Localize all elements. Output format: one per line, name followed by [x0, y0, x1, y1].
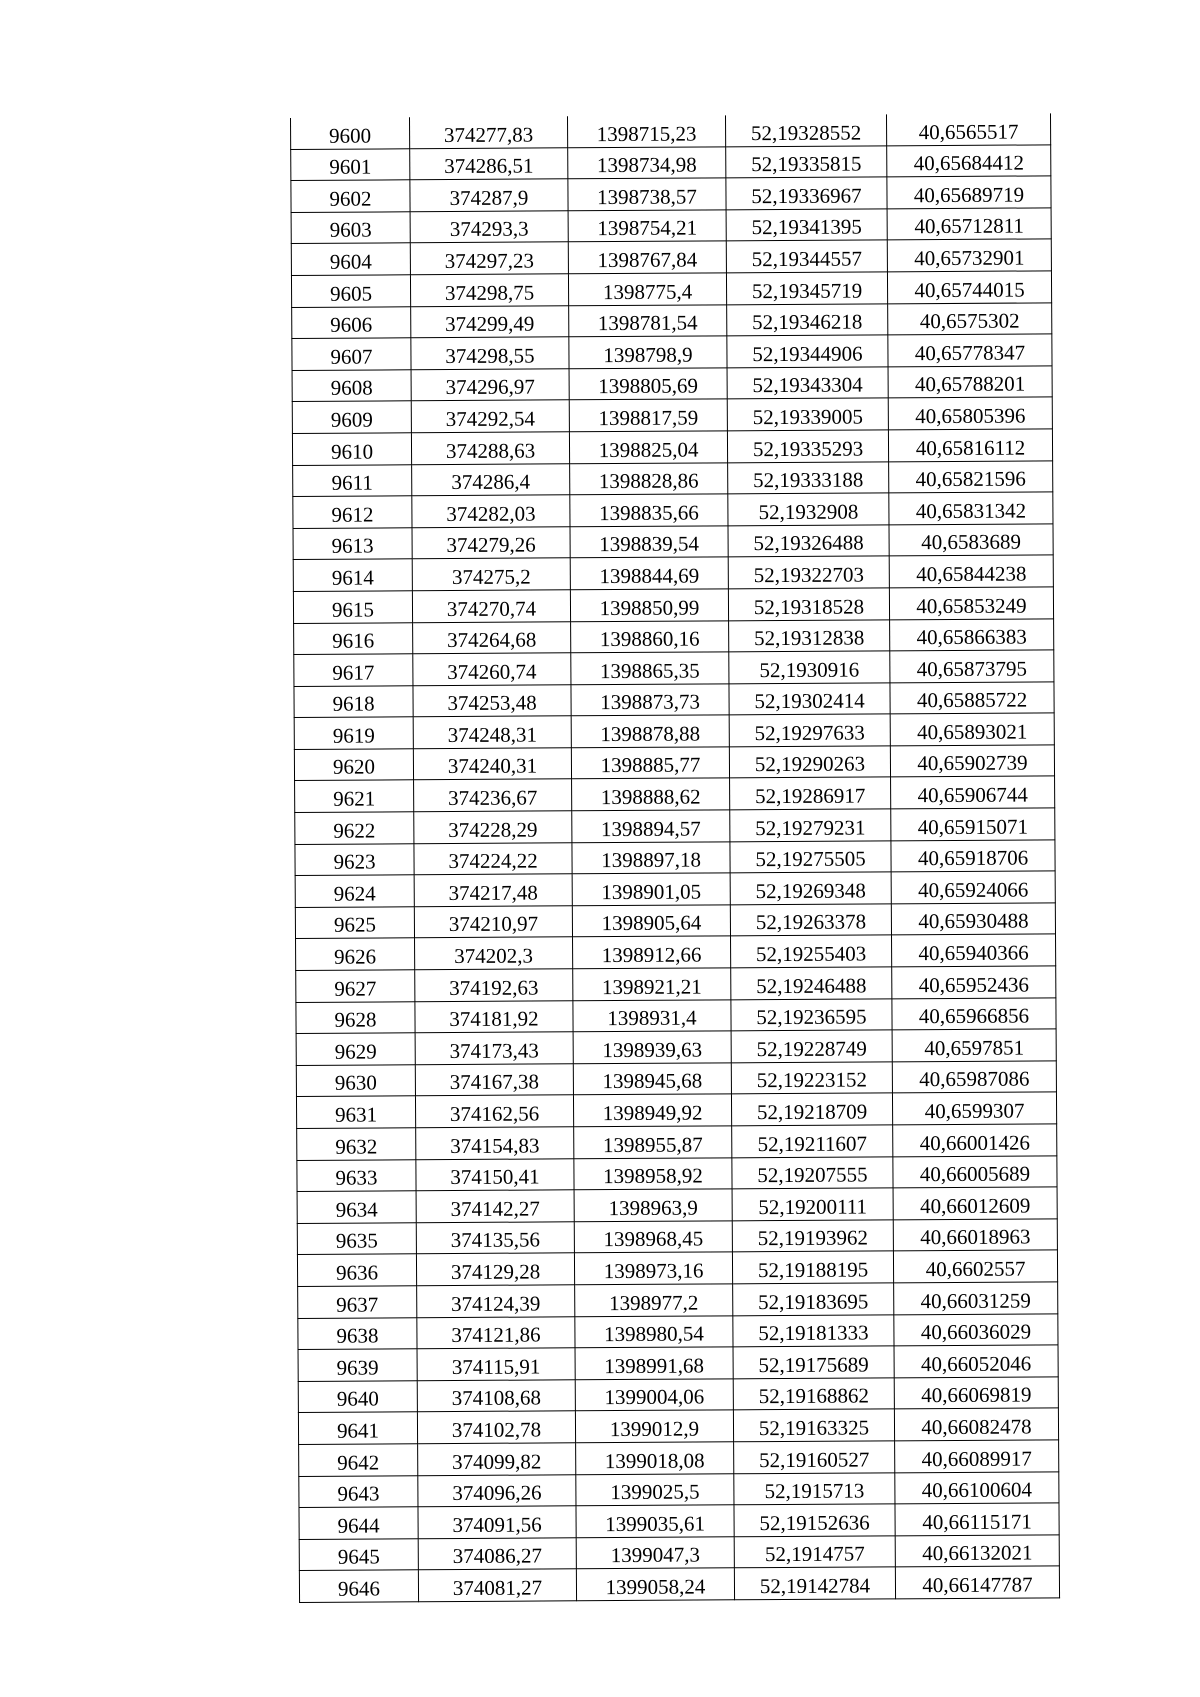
- latitude-cell: 52,19302414: [729, 683, 890, 716]
- latitude-cell: 52,19333188: [728, 461, 889, 494]
- y-coordinate-cell: 1398921,21: [573, 968, 731, 1001]
- x-coordinate-cell: 374277,83: [409, 116, 567, 148]
- latitude-cell: 52,19175689: [733, 1346, 894, 1379]
- x-coordinate-cell: 374236,67: [414, 779, 572, 812]
- y-coordinate-cell: 1399012,9: [575, 1410, 733, 1443]
- y-coordinate-cell: 1399058,24: [576, 1568, 734, 1601]
- x-coordinate-cell: 374287,9: [410, 179, 568, 212]
- table-row: [293, 555, 1053, 591]
- y-coordinate-cell: 1398828,86: [570, 462, 728, 495]
- coordinates-table-body: [291, 113, 1060, 1602]
- x-coordinate-cell: 374150,41: [416, 1158, 574, 1191]
- latitude-cell: 52,19336967: [726, 177, 887, 210]
- point-number-cell: 9607: [292, 338, 411, 370]
- latitude-cell: 52,19341395: [726, 209, 887, 242]
- y-coordinate-cell: 1398991,68: [575, 1347, 733, 1380]
- latitude-cell: 52,19142784: [734, 1567, 895, 1600]
- table-row: [291, 144, 1051, 180]
- y-coordinate-cell: 1399025,5: [576, 1473, 734, 1506]
- point-number-cell: 9627: [296, 970, 415, 1002]
- x-coordinate-cell: 374129,28: [416, 1253, 574, 1286]
- table-row: [294, 650, 1054, 686]
- latitude-cell: 52,19236595: [731, 998, 892, 1031]
- longitude-cell: 40,65885722: [890, 682, 1054, 715]
- y-coordinate-cell: 1398738,57: [568, 178, 726, 211]
- longitude-cell: 40,65831342: [889, 492, 1053, 525]
- latitude-cell: 52,19200111: [732, 1188, 893, 1221]
- latitude-cell: 52,19290263: [729, 746, 890, 779]
- latitude-cell: 52,19207555: [732, 1156, 893, 1189]
- table-row: [295, 871, 1055, 907]
- point-number-cell: 9636: [297, 1254, 416, 1286]
- y-coordinate-cell: 1398968,45: [574, 1221, 732, 1254]
- table-row: [298, 1313, 1058, 1349]
- x-coordinate-cell: 374275,2: [412, 558, 570, 591]
- point-number-cell: 9646: [299, 1570, 418, 1602]
- table-row: [296, 1029, 1056, 1065]
- latitude-cell: 52,19345719: [726, 272, 887, 305]
- point-number-cell: 9629: [296, 1033, 415, 1065]
- point-number-cell: 9608: [292, 370, 411, 402]
- latitude-cell: 52,1915713: [734, 1472, 895, 1505]
- table-row: [295, 903, 1055, 939]
- longitude-cell: 40,65816112: [888, 429, 1052, 462]
- point-number-cell: 9621: [295, 780, 414, 812]
- point-number-cell: 9619: [294, 717, 413, 749]
- latitude-cell: 52,19223152: [731, 1062, 892, 1095]
- longitude-cell: 40,65805396: [888, 397, 1052, 430]
- longitude-cell: 40,65744015: [887, 271, 1051, 304]
- x-coordinate-cell: 374173,43: [415, 1032, 573, 1065]
- y-coordinate-cell: 1398931,4: [573, 999, 731, 1032]
- latitude-cell: 52,19168862: [733, 1378, 894, 1411]
- table-row: [292, 334, 1052, 370]
- table-row: [296, 997, 1056, 1033]
- table-row: [297, 1124, 1057, 1160]
- point-number-cell: 9623: [295, 843, 414, 875]
- y-coordinate-cell: 1398715,23: [567, 115, 725, 147]
- longitude-cell: 40,66036029: [894, 1313, 1058, 1346]
- longitude-cell: 40,6575302: [888, 302, 1052, 335]
- table-row: [292, 429, 1052, 465]
- latitude-cell: 52,19160527: [734, 1441, 895, 1474]
- longitude-cell: 40,66147787: [895, 1566, 1059, 1599]
- table-row: [291, 239, 1051, 275]
- latitude-cell: 52,19339005: [727, 398, 888, 431]
- x-coordinate-cell: 374124,39: [417, 1285, 575, 1318]
- x-coordinate-cell: 374102,78: [417, 1411, 575, 1444]
- table-row: [294, 618, 1054, 654]
- point-number-cell: 9628: [296, 1001, 415, 1033]
- latitude-cell: 52,19269348: [730, 872, 891, 905]
- longitude-cell: 40,6602557: [893, 1250, 1057, 1283]
- x-coordinate-cell: 374224,22: [414, 842, 572, 875]
- y-coordinate-cell: 1398734,98: [568, 146, 726, 179]
- x-coordinate-cell: 374217,48: [414, 874, 572, 907]
- x-coordinate-cell: 374192,63: [415, 969, 573, 1002]
- longitude-cell: 40,65778347: [888, 334, 1052, 367]
- point-number-cell: 9602: [291, 180, 410, 212]
- longitude-cell: 40,65906744: [891, 776, 1055, 809]
- longitude-cell: 40,65918706: [891, 839, 1055, 872]
- latitude-cell: 52,19246488: [731, 967, 892, 1000]
- table-row: [294, 682, 1054, 718]
- longitude-cell: 40,65930488: [891, 903, 1055, 936]
- point-number-cell: 9618: [294, 685, 413, 717]
- y-coordinate-cell: 1398888,62: [572, 778, 730, 811]
- x-coordinate-cell: 374121,86: [417, 1316, 575, 1349]
- table-row: [293, 460, 1053, 496]
- table-row: [297, 1187, 1057, 1223]
- table-row: [297, 1250, 1057, 1286]
- latitude-cell: 52,19343304: [727, 367, 888, 400]
- table-row: [291, 113, 1051, 149]
- longitude-cell: 40,65689719: [887, 176, 1051, 209]
- point-number-cell: 9601: [291, 148, 410, 180]
- point-number-cell: 9634: [297, 1191, 416, 1223]
- point-number-cell: 9606: [292, 306, 411, 338]
- y-coordinate-cell: 1398835,66: [570, 494, 728, 527]
- x-coordinate-cell: 374096,26: [418, 1474, 576, 1507]
- point-number-cell: 9637: [298, 1286, 417, 1318]
- latitude-cell: 52,19335815: [726, 145, 887, 178]
- latitude-cell: 52,19152636: [734, 1504, 895, 1537]
- y-coordinate-cell: 1398839,54: [570, 526, 728, 559]
- table-row: [295, 839, 1055, 875]
- point-number-cell: 9616: [294, 622, 413, 654]
- latitude-cell: 52,1930916: [729, 651, 890, 684]
- longitude-cell: 40,66031259: [894, 1282, 1058, 1315]
- point-number-cell: 9603: [291, 212, 410, 244]
- table-row: [291, 271, 1051, 307]
- y-coordinate-cell: 1398885,77: [571, 747, 729, 780]
- coordinates-table: [290, 113, 1060, 1603]
- x-coordinate-cell: 374142,27: [416, 1190, 574, 1223]
- longitude-cell: 40,65966856: [892, 997, 1056, 1030]
- y-coordinate-cell: 1398958,92: [574, 1157, 732, 1190]
- point-number-cell: 9613: [293, 527, 412, 559]
- point-number-cell: 9609: [292, 401, 411, 433]
- point-number-cell: 9600: [291, 117, 410, 149]
- x-coordinate-cell: 374091,56: [418, 1506, 576, 1539]
- x-coordinate-cell: 374279,26: [412, 527, 570, 560]
- table-row: [292, 397, 1052, 433]
- point-number-cell: 9640: [298, 1380, 417, 1412]
- longitude-cell: 40,66115171: [895, 1503, 1059, 1536]
- latitude-cell: 52,19326488: [728, 525, 889, 558]
- point-number-cell: 9605: [291, 275, 410, 307]
- x-coordinate-cell: 374270,74: [412, 590, 570, 623]
- x-coordinate-cell: 374154,83: [416, 1127, 574, 1160]
- latitude-cell: 52,19263378: [730, 904, 891, 937]
- latitude-cell: 52,19344557: [726, 240, 887, 273]
- table-row: [298, 1345, 1058, 1381]
- table-row: [291, 208, 1051, 244]
- latitude-cell: 52,19286917: [730, 777, 891, 810]
- longitude-cell: 40,65893021: [890, 713, 1054, 746]
- table-row: [292, 366, 1052, 402]
- x-coordinate-cell: 374135,56: [416, 1222, 574, 1255]
- x-coordinate-cell: 374108,68: [417, 1380, 575, 1413]
- x-coordinate-cell: 374099,82: [418, 1443, 576, 1476]
- x-coordinate-cell: 374297,23: [410, 242, 568, 275]
- longitude-cell: 40,65873795: [890, 650, 1054, 683]
- latitude-cell: 52,1932908: [728, 493, 889, 526]
- latitude-cell: 52,19183695: [733, 1283, 894, 1316]
- table-row: [294, 713, 1054, 749]
- x-coordinate-cell: 374296,97: [411, 369, 569, 402]
- longitude-cell: 40,66100604: [895, 1471, 1059, 1504]
- y-coordinate-cell: 1398767,84: [568, 241, 726, 274]
- longitude-cell: 40,65924066: [891, 871, 1055, 904]
- latitude-cell: 52,19181333: [733, 1314, 894, 1347]
- y-coordinate-cell: 1398897,18: [572, 841, 730, 874]
- x-coordinate-cell: 374240,31: [413, 748, 571, 781]
- latitude-cell: 52,19322703: [728, 556, 889, 589]
- x-coordinate-cell: 374253,48: [413, 684, 571, 717]
- latitude-cell: 52,19218709: [731, 1093, 892, 1126]
- longitude-cell: 40,65902739: [890, 745, 1054, 778]
- latitude-cell: 52,19193962: [732, 1220, 893, 1253]
- y-coordinate-cell: 1398878,88: [571, 715, 729, 748]
- longitude-cell: 40,65853249: [889, 587, 1053, 620]
- longitude-cell: 40,66005689: [893, 1155, 1057, 1188]
- x-coordinate-cell: 374292,54: [411, 400, 569, 433]
- y-coordinate-cell: 1398949,92: [573, 1094, 731, 1127]
- point-number-cell: 9610: [292, 433, 411, 465]
- table-row: [293, 587, 1053, 623]
- latitude-cell: 52,19346218: [727, 303, 888, 336]
- table-row: [293, 524, 1053, 560]
- table-row: [295, 808, 1055, 844]
- longitude-cell: 40,6597851: [892, 1029, 1056, 1062]
- longitude-cell: 40,66132021: [895, 1535, 1059, 1568]
- x-coordinate-cell: 374293,3: [410, 211, 568, 244]
- longitude-cell: 40,65844238: [889, 555, 1053, 588]
- point-number-cell: 9617: [294, 654, 413, 686]
- y-coordinate-cell: 1398860,16: [571, 620, 729, 653]
- point-number-cell: 9633: [297, 1159, 416, 1191]
- x-coordinate-cell: 374162,56: [415, 1095, 573, 1128]
- point-number-cell: 9611: [293, 464, 412, 496]
- point-number-cell: 9626: [296, 938, 415, 970]
- point-number-cell: 9631: [296, 1096, 415, 1128]
- table-row: [299, 1566, 1059, 1602]
- table-row: [298, 1377, 1058, 1413]
- x-coordinate-cell: 374081,27: [418, 1569, 576, 1602]
- x-coordinate-cell: 374264,68: [413, 621, 571, 654]
- y-coordinate-cell: 1398865,35: [571, 652, 729, 685]
- y-coordinate-cell: 1398850,99: [570, 589, 728, 622]
- point-number-cell: 9622: [295, 812, 414, 844]
- point-number-cell: 9642: [299, 1444, 418, 1476]
- latitude-cell: 52,19228749: [731, 1030, 892, 1063]
- longitude-cell: 40,65866383: [890, 618, 1054, 651]
- y-coordinate-cell: 1398901,05: [572, 873, 730, 906]
- point-number-cell: 9604: [291, 243, 410, 275]
- longitude-cell: 40,66018963: [893, 1219, 1057, 1252]
- latitude-cell: 52,19163325: [733, 1409, 894, 1442]
- longitude-cell: 40,6599307: [892, 1092, 1056, 1125]
- y-coordinate-cell: 1398945,68: [573, 1063, 731, 1096]
- y-coordinate-cell: 1399035,61: [576, 1505, 734, 1538]
- x-coordinate-cell: 374228,29: [414, 811, 572, 844]
- table-row: [294, 745, 1054, 781]
- longitude-cell: 40,6583689: [889, 524, 1053, 557]
- y-coordinate-cell: 1398905,64: [572, 905, 730, 938]
- latitude-cell: 52,19255403: [731, 935, 892, 968]
- table-row: [296, 934, 1056, 970]
- table-row: [299, 1440, 1059, 1476]
- y-coordinate-cell: 1398939,63: [573, 1031, 731, 1064]
- y-coordinate-cell: 1399047,3: [576, 1537, 734, 1570]
- longitude-cell: 40,66082478: [894, 1408, 1058, 1441]
- point-number-cell: 9632: [297, 1128, 416, 1160]
- table-row: [299, 1471, 1059, 1507]
- longitude-cell: 40,65915071: [891, 808, 1055, 841]
- point-number-cell: 9614: [293, 559, 412, 591]
- longitude-cell: 40,66012609: [893, 1187, 1057, 1220]
- point-number-cell: 9645: [299, 1538, 418, 1570]
- point-number-cell: 9620: [294, 749, 413, 781]
- x-coordinate-cell: 374086,27: [418, 1537, 576, 1570]
- x-coordinate-cell: 374282,03: [412, 495, 570, 528]
- table-row: [293, 492, 1053, 528]
- y-coordinate-cell: 1398805,69: [569, 368, 727, 401]
- longitude-cell: 40,65684412: [887, 144, 1051, 177]
- longitude-cell: 40,66052046: [894, 1345, 1058, 1378]
- latitude-cell: 52,19318528: [728, 588, 889, 621]
- y-coordinate-cell: 1398781,54: [569, 304, 727, 337]
- point-number-cell: 9615: [293, 591, 412, 623]
- x-coordinate-cell: 374202,3: [415, 937, 573, 970]
- point-number-cell: 9643: [299, 1475, 418, 1507]
- point-number-cell: 9624: [295, 875, 414, 907]
- y-coordinate-cell: 1399004,06: [575, 1379, 733, 1412]
- table-row: [291, 176, 1051, 212]
- x-coordinate-cell: 374167,38: [415, 1064, 573, 1097]
- table-row: [296, 1061, 1056, 1097]
- y-coordinate-cell: 1398894,57: [572, 810, 730, 843]
- y-coordinate-cell: 1398912,66: [573, 936, 731, 969]
- y-coordinate-cell: 1398844,69: [570, 557, 728, 590]
- x-coordinate-cell: 374248,31: [413, 716, 571, 749]
- table-row: [295, 776, 1055, 812]
- x-coordinate-cell: 374288,63: [411, 432, 569, 465]
- longitude-cell: 40,65712811: [887, 208, 1051, 241]
- table-row: [299, 1535, 1059, 1571]
- y-coordinate-cell: 1398977,2: [575, 1284, 733, 1317]
- longitude-cell: 40,65987086: [892, 1061, 1056, 1094]
- point-number-cell: 9625: [295, 907, 414, 939]
- latitude-cell: 52,19312838: [729, 619, 890, 652]
- latitude-cell: 52,19279231: [730, 809, 891, 842]
- y-coordinate-cell: 1398973,16: [574, 1252, 732, 1285]
- longitude-cell: 40,65732901: [887, 239, 1051, 272]
- y-coordinate-cell: 1398963,9: [574, 1189, 732, 1222]
- latitude-cell: 52,19344906: [727, 335, 888, 368]
- y-coordinate-cell: 1398980,54: [575, 1315, 733, 1348]
- longitude-cell: 40,65821596: [889, 460, 1053, 493]
- latitude-cell: 52,19188195: [732, 1251, 893, 1284]
- latitude-cell: 52,1914757: [734, 1536, 895, 1569]
- x-coordinate-cell: 374286,51: [410, 147, 568, 180]
- table-row: [298, 1408, 1058, 1444]
- x-coordinate-cell: 374286,4: [412, 463, 570, 496]
- point-number-cell: 9639: [298, 1349, 417, 1381]
- y-coordinate-cell: 1398955,87: [574, 1126, 732, 1159]
- x-coordinate-cell: 374298,55: [411, 337, 569, 370]
- longitude-cell: 40,66089917: [895, 1440, 1059, 1473]
- y-coordinate-cell: 1398775,4: [568, 273, 726, 306]
- longitude-cell: 40,66001426: [893, 1124, 1057, 1157]
- longitude-cell: 40,65952436: [892, 966, 1056, 999]
- y-coordinate-cell: 1398798,9: [569, 336, 727, 369]
- point-number-cell: 9644: [299, 1507, 418, 1539]
- latitude-cell: 52,19297633: [729, 714, 890, 747]
- latitude-cell: 52,19275505: [730, 840, 891, 873]
- table-row: [297, 1155, 1057, 1191]
- longitude-cell: 40,6565517: [886, 113, 1050, 145]
- x-coordinate-cell: 374298,75: [410, 274, 568, 307]
- y-coordinate-cell: 1399018,08: [576, 1442, 734, 1475]
- table-row: [296, 1092, 1056, 1128]
- table-row: [298, 1282, 1058, 1318]
- latitude-cell: 52,19328552: [725, 114, 886, 146]
- x-coordinate-cell: 374181,92: [415, 1000, 573, 1033]
- table-row: [296, 966, 1056, 1002]
- point-number-cell: 9638: [298, 1317, 417, 1349]
- latitude-cell: 52,19211607: [732, 1125, 893, 1158]
- longitude-cell: 40,65788201: [888, 366, 1052, 399]
- x-coordinate-cell: 374115,91: [417, 1348, 575, 1381]
- longitude-cell: 40,66069819: [894, 1377, 1058, 1410]
- point-number-cell: 9630: [296, 1065, 415, 1097]
- point-number-cell: 9635: [297, 1223, 416, 1255]
- y-coordinate-cell: 1398825,04: [569, 431, 727, 464]
- latitude-cell: 52,19335293: [727, 430, 888, 463]
- y-coordinate-cell: 1398817,59: [569, 399, 727, 432]
- point-number-cell: 9641: [298, 1412, 417, 1444]
- point-number-cell: 9612: [293, 496, 412, 528]
- y-coordinate-cell: 1398873,73: [571, 684, 729, 717]
- x-coordinate-cell: 374299,49: [411, 305, 569, 338]
- longitude-cell: 40,65940366: [892, 934, 1056, 967]
- x-coordinate-cell: 374260,74: [413, 653, 571, 686]
- table-row: [299, 1503, 1059, 1539]
- table-row: [297, 1219, 1057, 1255]
- x-coordinate-cell: 374210,97: [414, 906, 572, 939]
- y-coordinate-cell: 1398754,21: [568, 210, 726, 243]
- table-row: [292, 302, 1052, 338]
